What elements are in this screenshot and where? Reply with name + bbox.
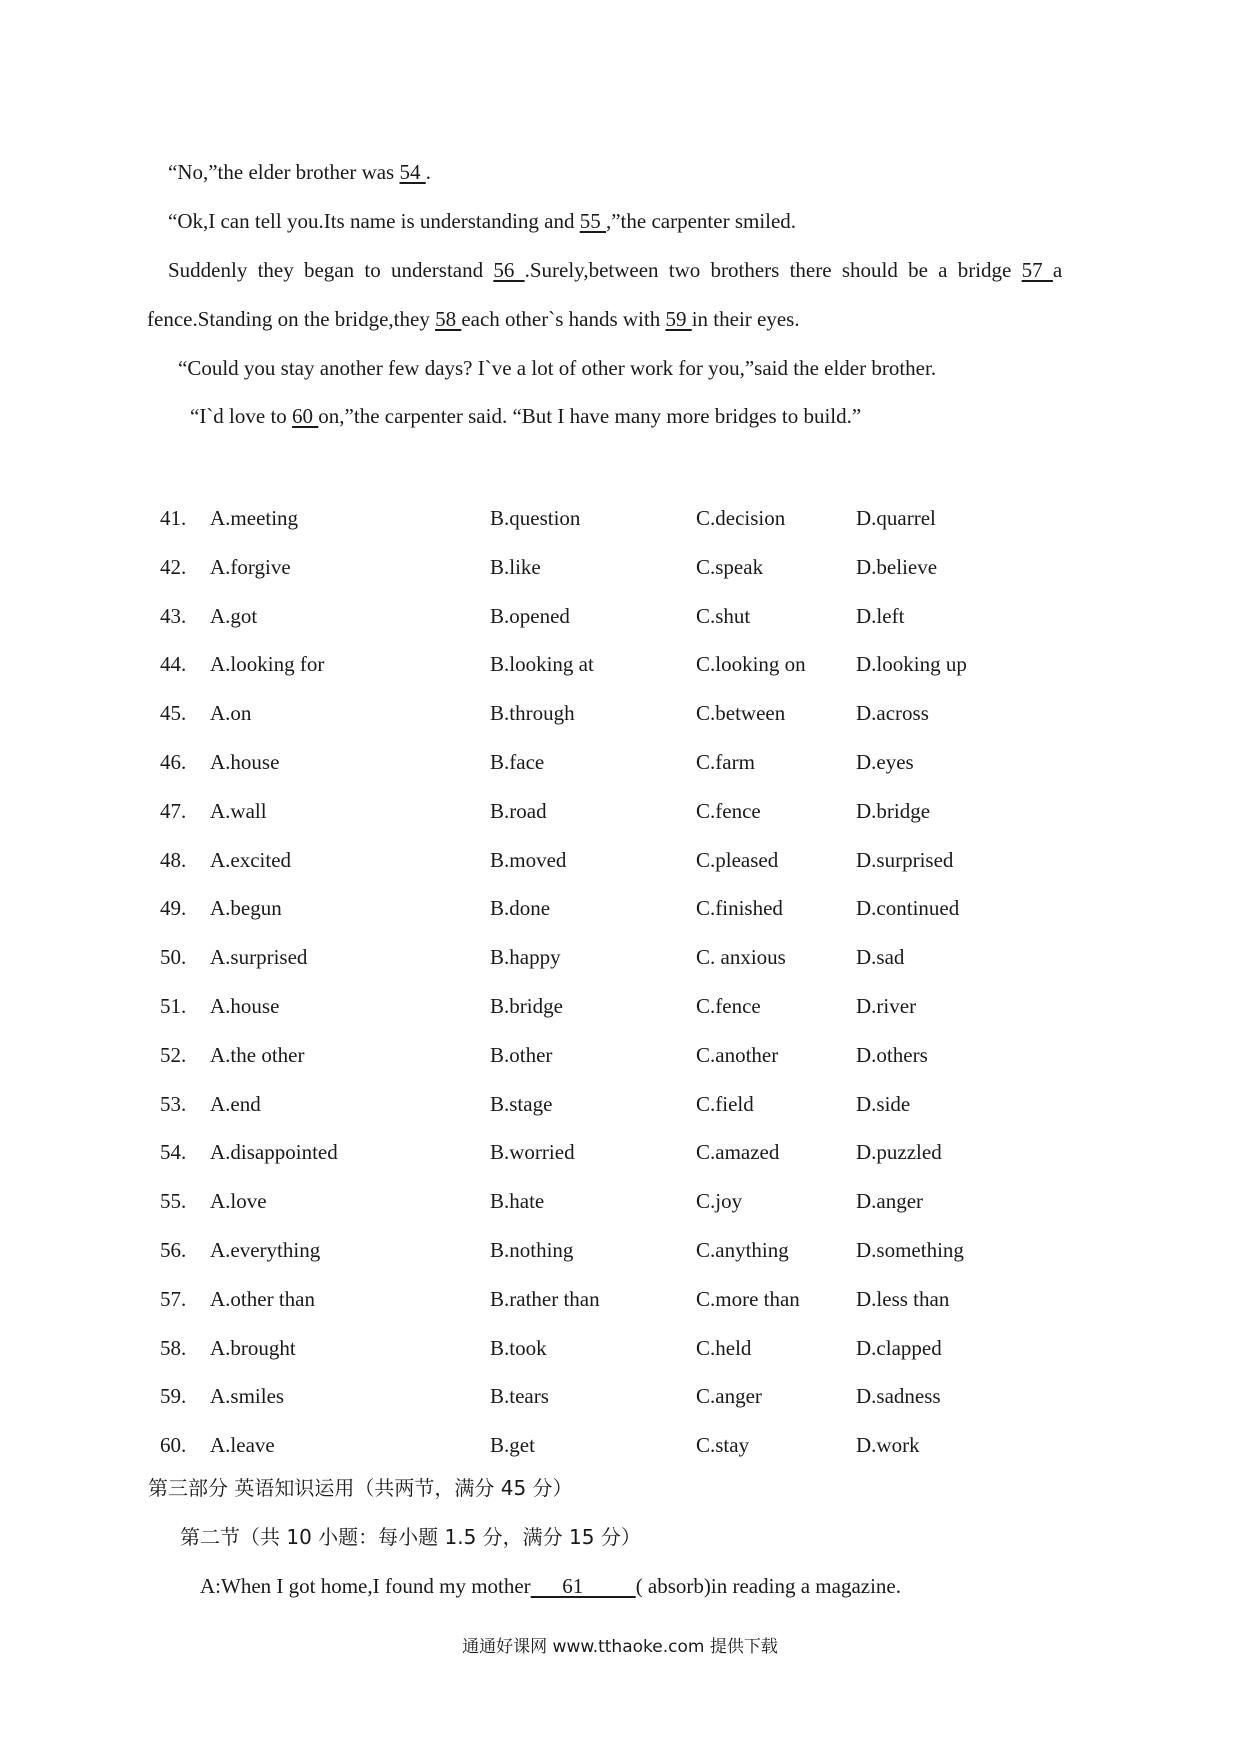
question-number: 56.	[160, 1238, 187, 1262]
passage-text: ,”the carpenter smiled.	[605, 209, 797, 233]
question-text: ( absorb)in reading a magazine.	[635, 1574, 901, 1598]
option-a: A.on	[210, 701, 252, 725]
option-d: D.bridge	[856, 799, 931, 823]
question-row	[0, 1238, 1240, 1266]
option-b: B.rather than	[490, 1287, 600, 1311]
option-b: B.took	[490, 1336, 547, 1360]
passage-text: “I`d love to	[190, 404, 293, 428]
option-b: B.nothing	[490, 1238, 574, 1262]
answer-blank: 58	[435, 307, 462, 331]
question-number: 42.	[160, 555, 187, 579]
passage-text: on,”the carpenter said. “But I have many more bridges to build.”	[318, 404, 862, 428]
option-d: D.side	[856, 1092, 911, 1116]
option-c: C.amazed	[696, 1140, 780, 1164]
passage-text: “Ok,I can tell you.Its name is understanding and	[168, 209, 580, 233]
option-b: B.get	[490, 1433, 535, 1457]
question-row	[0, 750, 1240, 778]
option-a: A.wall	[210, 799, 267, 823]
passage-text: “No,”the elder brother was	[168, 160, 400, 184]
question-number: 41.	[160, 506, 187, 530]
answer-blank: 59	[665, 307, 692, 331]
question-number: 54.	[160, 1140, 187, 1164]
question-number: 51.	[160, 994, 187, 1018]
passage-line-3	[168, 260, 1088, 281]
option-a: A.got	[210, 604, 258, 628]
option-a: A.leave	[210, 1433, 275, 1457]
answer-blank: 61	[530, 1574, 636, 1598]
passage-line-5	[178, 358, 936, 379]
question-number: 47.	[160, 799, 187, 823]
option-c: C.between	[696, 701, 786, 725]
passage-text: a	[1052, 258, 1063, 282]
option-b: B.face	[490, 750, 545, 774]
option-c: C.anger	[696, 1384, 762, 1408]
option-d: D.believe	[856, 555, 938, 579]
option-d: D.river	[856, 994, 917, 1018]
passage-text: “Could you stay another few days? I`ve a lot of other work for you,”said the elder brother.	[178, 356, 937, 380]
option-c: C.pleased	[696, 848, 779, 872]
option-c: C. anxious	[696, 945, 786, 969]
option-b: B.hate	[490, 1189, 545, 1213]
option-a: A.surprised	[210, 945, 308, 969]
option-b: B.moved	[490, 848, 567, 872]
question-row	[0, 1336, 1240, 1364]
passage-text: in their eyes.	[691, 307, 800, 331]
question-row	[0, 1433, 1240, 1461]
option-a: A.brought	[210, 1336, 296, 1360]
option-d: D.across	[856, 701, 929, 725]
option-a: A.excited	[210, 848, 292, 872]
question-row	[0, 1384, 1240, 1412]
question-row	[0, 652, 1240, 680]
question-row	[0, 945, 1240, 973]
option-b: B.tears	[490, 1384, 549, 1408]
option-b: B.stage	[490, 1092, 553, 1116]
option-c: C.stay	[696, 1433, 750, 1457]
option-b: B.opened	[490, 604, 570, 628]
footer-watermark: 通通好课网 www.tthaoke.com 提供下载	[462, 1637, 778, 1657]
answer-blank: 57	[1021, 258, 1053, 282]
option-b: B.other	[490, 1043, 553, 1067]
option-d: D.puzzled	[856, 1140, 942, 1164]
answer-blank: 55	[579, 209, 606, 233]
question-row	[0, 896, 1240, 924]
option-d: D.surprised	[856, 848, 954, 872]
option-d: D.anger	[856, 1189, 924, 1213]
option-d: D.others	[856, 1043, 928, 1067]
option-b: B.like	[490, 555, 541, 579]
question-61	[200, 1576, 901, 1597]
option-a: A.love	[210, 1189, 267, 1213]
question-row	[0, 1140, 1240, 1168]
option-d: D.sad	[856, 945, 905, 969]
question-number: 53.	[160, 1092, 187, 1116]
option-c: C.speak	[696, 555, 764, 579]
answer-blank: 60	[292, 404, 319, 428]
passage-line-6	[190, 406, 861, 427]
option-b: B.happy	[490, 945, 561, 969]
passage-line-2	[168, 211, 796, 232]
question-number: 60.	[160, 1433, 187, 1457]
option-a: A.meeting	[210, 506, 299, 530]
option-c: C.field	[696, 1092, 754, 1116]
question-number: 46.	[160, 750, 187, 774]
option-c: C.anything	[696, 1238, 789, 1262]
option-d: D.less than	[856, 1287, 950, 1311]
passage-text: .Surely,between two brothers there should be a bridge	[524, 258, 1022, 282]
question-number: 43.	[160, 604, 187, 628]
section-subtitle: 第二节（共 10 小题：每小题 1.5 分，满分 15 分）	[180, 1525, 641, 1549]
option-b: B.road	[490, 799, 547, 823]
option-d: D.clapped	[856, 1336, 942, 1360]
option-d: D.quarrel	[856, 506, 936, 530]
option-c: C.fence	[696, 994, 761, 1018]
question-number: 57.	[160, 1287, 187, 1311]
passage-line-4	[147, 309, 800, 330]
option-a: A.forgive	[210, 555, 291, 579]
option-d: D.something	[856, 1238, 964, 1262]
option-d: D.looking up	[856, 652, 967, 676]
question-number: 45.	[160, 701, 187, 725]
option-d: D.continued	[856, 896, 960, 920]
option-b: B.worried	[490, 1140, 575, 1164]
question-number: 44.	[160, 652, 187, 676]
option-c: C.decision	[696, 506, 786, 530]
question-row	[0, 604, 1240, 632]
question-number: 59.	[160, 1384, 187, 1408]
option-c: C.fence	[696, 799, 761, 823]
question-number: 52.	[160, 1043, 187, 1067]
question-number: 50.	[160, 945, 187, 969]
option-a: A.begun	[210, 896, 282, 920]
answer-blank: 54	[399, 160, 426, 184]
question-number: 58.	[160, 1336, 187, 1360]
passage-text: Suddenly they began to understand	[168, 258, 494, 282]
passage-text: .	[425, 160, 431, 184]
option-a: A.house	[210, 994, 280, 1018]
option-c: C.joy	[696, 1189, 743, 1213]
option-a: A.disappointed	[210, 1140, 338, 1164]
option-b: B.bridge	[490, 994, 563, 1018]
question-row	[0, 555, 1240, 583]
question-row	[0, 994, 1240, 1022]
passage-line-1	[168, 162, 431, 183]
option-b: B.done	[490, 896, 551, 920]
question-number: 48.	[160, 848, 187, 872]
question-row	[0, 1287, 1240, 1315]
question-row	[0, 1043, 1240, 1071]
answer-blank: 56	[493, 258, 525, 282]
question-row	[0, 848, 1240, 876]
option-a: A.other than	[210, 1287, 315, 1311]
option-d: D.sadness	[856, 1384, 941, 1408]
option-c: C.farm	[696, 750, 755, 774]
option-c: C.another	[696, 1043, 779, 1067]
option-b: B.through	[490, 701, 575, 725]
option-a: A.house	[210, 750, 280, 774]
question-row	[0, 701, 1240, 729]
option-d: D.eyes	[856, 750, 914, 774]
option-d: D.work	[856, 1433, 920, 1457]
question-row	[0, 506, 1240, 534]
passage-text: each other`s hands with	[461, 307, 666, 331]
question-row	[0, 1189, 1240, 1217]
option-a: A.smiles	[210, 1384, 285, 1408]
question-number: 55.	[160, 1189, 187, 1213]
question-row	[0, 1092, 1240, 1120]
option-a: A.everything	[210, 1238, 321, 1262]
option-c: C.held	[696, 1336, 752, 1360]
option-a: A.the other	[210, 1043, 305, 1067]
option-c: C.shut	[696, 604, 751, 628]
option-a: A.looking for	[210, 652, 325, 676]
question-text: A:When I got home,I found my mother	[200, 1574, 531, 1598]
question-row	[0, 799, 1240, 827]
option-d: D.left	[856, 604, 905, 628]
option-a: A.end	[210, 1092, 261, 1116]
passage-text: fence.Standing on the bridge,they	[147, 307, 436, 331]
question-number: 49.	[160, 896, 187, 920]
option-b: B.question	[490, 506, 581, 530]
option-c: C.looking on	[696, 652, 806, 676]
option-c: C.more than	[696, 1287, 800, 1311]
option-b: B.looking at	[490, 652, 594, 676]
option-c: C.finished	[696, 896, 783, 920]
section-title: 第三部分 英语知识运用（共两节，满分 45 分）	[148, 1476, 573, 1500]
